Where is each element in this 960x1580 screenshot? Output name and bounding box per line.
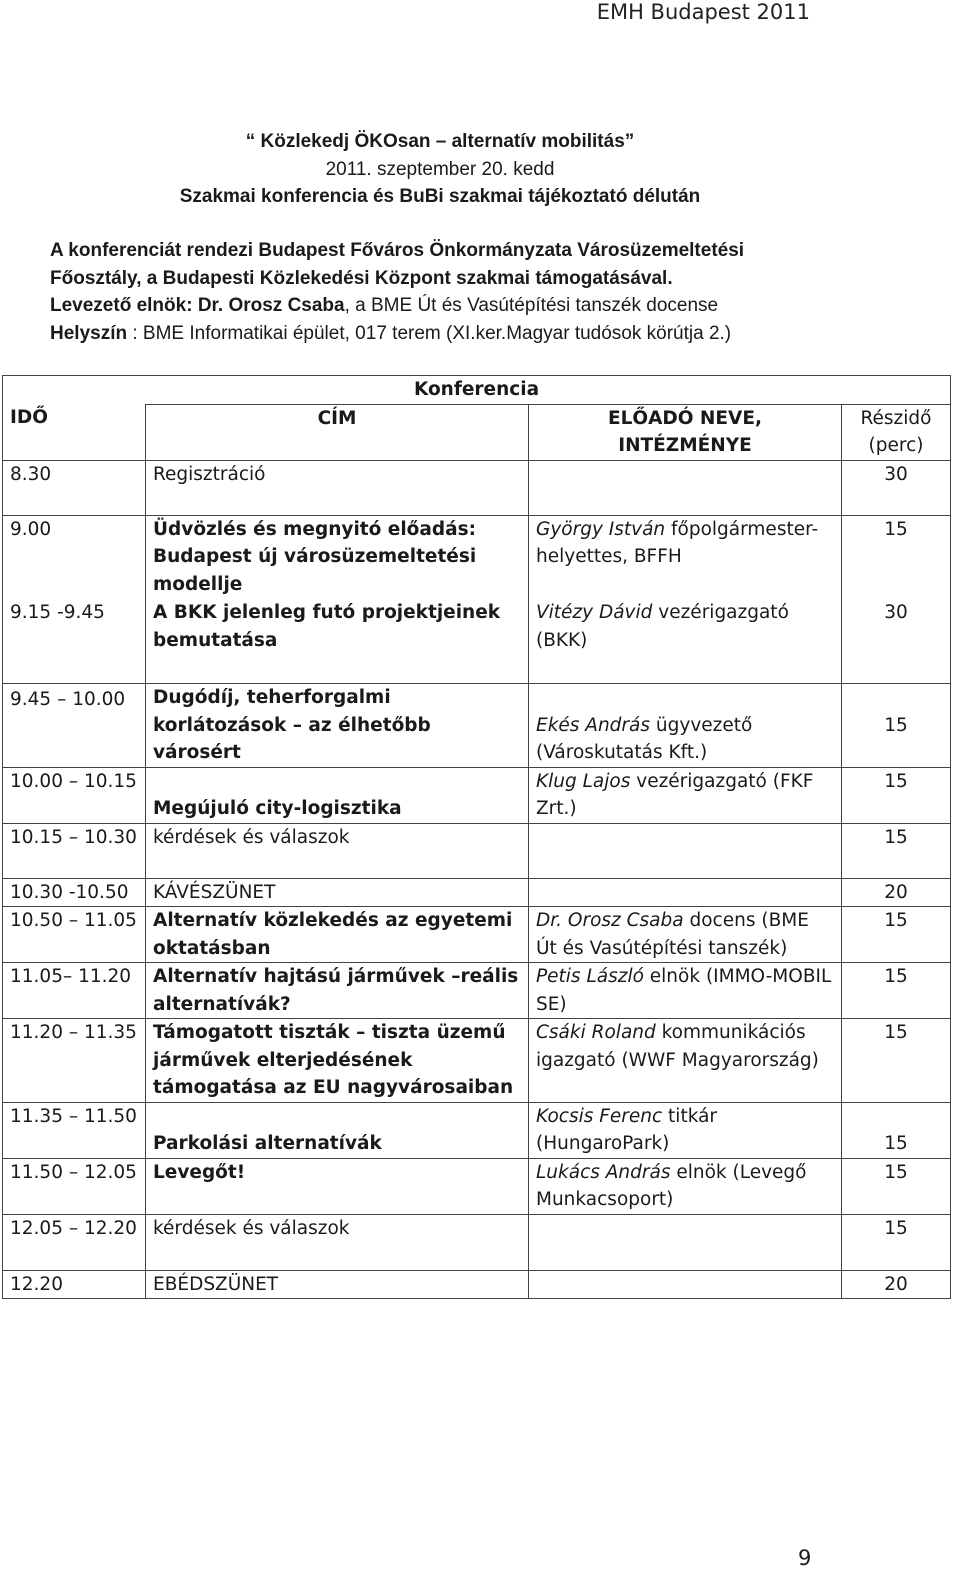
row-speaker: [529, 1214, 842, 1270]
table-row: [3, 1102, 951, 1158]
speaker-role: elnök (Levegő Munkacsoport): [536, 1161, 807, 1210]
row-speaker: [529, 1019, 842, 1103]
row-speaker: [529, 1270, 842, 1299]
row-title: Levegőt!: [146, 1158, 529, 1214]
row-time: 11.35 – 11.50: [3, 1102, 146, 1158]
table-row: [3, 1158, 951, 1214]
speaker-role: kommunikációs igazgató (WWF Magyarország): [536, 1022, 819, 1071]
row-time: 9.45 – 10.00: [3, 683, 146, 767]
table-row: [3, 963, 951, 1019]
speaker-name: Petis László: [536, 966, 644, 987]
speaker-role: ügyvezető (Városkutatás Kft.): [536, 714, 753, 763]
row-duration: 20: [842, 878, 951, 907]
row-title: Alternatív hajtású járművek –reális alternatívák?: [146, 963, 529, 1019]
table-row: [3, 460, 951, 515]
speaker-name: Vitézy Dávid: [536, 602, 653, 623]
speaker-name: Csáki Roland: [536, 1022, 656, 1043]
row-title: kérdések és válaszok: [146, 823, 529, 878]
speaker-name: Ekés András: [536, 714, 651, 736]
row-time: 11.50 – 12.05: [3, 1158, 146, 1214]
row-title: Üdvözlés és megnyitó előadás: Budapest új városüzemeltetési modellje: [146, 515, 529, 599]
header-duration-line-2: (perc): [868, 435, 924, 456]
speaker-name: Lukács András: [536, 1161, 671, 1183]
venue-line: [50, 320, 880, 348]
table-row: [3, 823, 951, 878]
row-title: Alternatív közlekedés az egyetemi oktatásban: [146, 907, 529, 963]
row-speaker: [529, 460, 842, 515]
row-title: EBÉDSZÜNET: [146, 1270, 529, 1299]
event-subtitle: Szakmai konferencia és BuBi szakmai tájékoztató délután: [179, 186, 701, 207]
row-speaker: [529, 599, 842, 683]
section-title: Konferencia: [3, 376, 951, 405]
row-time: 11.05– 11.20: [3, 963, 146, 1019]
row-time: 11.20 – 11.35: [3, 1019, 146, 1103]
speaker-name: Klug Lajos: [536, 770, 631, 792]
row-time: 10.00 – 10.15: [3, 767, 146, 823]
row-duration: 15: [842, 683, 951, 767]
row-time: 8.30: [3, 460, 146, 515]
organizer-line-1: A konferenciát rendezi Budapest Főváros Önkormányzata Városüzemeltetési: [50, 240, 745, 261]
row-time: 9.15 -9.45: [3, 599, 146, 683]
row-title: KÁVÉSZÜNET: [146, 878, 529, 907]
table-row: [3, 1214, 951, 1270]
row-duration: 15: [842, 963, 951, 1019]
chair-description: , a BME Út és Vasútépítési tanszék docense: [344, 295, 719, 316]
row-duration: 20: [842, 1270, 951, 1299]
row-speaker: [529, 1158, 842, 1214]
row-speaker: [529, 515, 842, 599]
row-speaker: [529, 1102, 842, 1158]
row-title: kérdések és válaszok: [146, 1214, 529, 1270]
header-speaker-line-1: ELŐADÓ NEVE,: [607, 407, 763, 429]
row-time: 12.20: [3, 1270, 146, 1299]
row-duration: 15: [842, 767, 951, 823]
row-time: 10.15 – 10.30: [3, 823, 146, 878]
event-title-block: [0, 128, 880, 211]
header-speaker-line-2: INTÉZMÉNYE: [618, 435, 752, 456]
chair-name: Dr. Orosz Csaba: [197, 295, 345, 316]
row-duration: 15: [842, 907, 951, 963]
row-speaker: [529, 963, 842, 1019]
row-duration: 30: [842, 599, 951, 683]
organizer-line-2: Főosztály, a Budapesti Közlekedési Központ szakmai támogatásával.: [50, 267, 673, 289]
speaker-role: docens (BME Út és Vasútépítési tanszék): [536, 910, 809, 959]
speaker-name: Kocsis Ferenc: [536, 1105, 663, 1127]
row-time: 10.30 -10.50: [3, 878, 146, 907]
speaker-role: vezérigazgató (BKK): [536, 602, 789, 651]
row-duration: 30: [842, 460, 951, 515]
row-duration: 15: [842, 823, 951, 878]
table-row: [3, 907, 951, 963]
row-duration: 15: [842, 1102, 951, 1158]
row-speaker: [529, 683, 842, 767]
row-title: Dugódíj, teherforgalmi korlátozások – az élhetőbb városért: [146, 683, 529, 767]
row-speaker: [529, 907, 842, 963]
chair-label: Levezető elnök:: [50, 295, 198, 316]
table-row: [3, 515, 951, 599]
page-header: EMH Budapest 2011: [596, 0, 810, 24]
speaker-role: titkár (HungaroPark): [536, 1105, 718, 1154]
section-row: [3, 376, 951, 405]
row-title: A BKK jelenleg futó projektjeinek bemutatása: [146, 599, 529, 683]
row-title: Támogatott tiszták – tiszta üzemű járművek elterjedésének támogatása az EU nagyvárosaiban: [146, 1019, 529, 1103]
speaker-name: György István: [536, 518, 666, 540]
intro-paragraph: [50, 237, 880, 347]
header-row: [3, 404, 951, 460]
header-time: IDŐ: [3, 404, 146, 460]
speaker-role: vezérigazgató (FKF Zrt.): [536, 770, 814, 819]
row-speaker: [529, 878, 842, 907]
event-title: “ Közlekedj ÖKOsan – alternatív mobilitás”: [245, 131, 635, 152]
header-title: CÍM: [146, 404, 529, 460]
table-row: [3, 878, 951, 907]
chair-line: [50, 292, 880, 320]
row-time: 9.00: [3, 515, 146, 599]
venue-label: Helyszín: [50, 322, 128, 344]
speaker-role: elnök (IMMO-MOBIL SE): [536, 966, 832, 1015]
table-row: [3, 683, 951, 767]
page-number: 9: [798, 1546, 812, 1570]
speaker-role: főpolgármester-helyettes, BFFH: [536, 518, 819, 567]
header-duration-line-1: Részidő: [860, 407, 932, 429]
row-duration: 15: [842, 1019, 951, 1103]
header-duration: [842, 404, 951, 460]
row-speaker: [529, 823, 842, 878]
venue-text: : BME Informatikai épület, 017 terem (XI.ker.Magyar tudósok körútja 2.): [127, 322, 732, 344]
row-duration: 15: [842, 515, 951, 599]
row-time: 10.50 – 11.05: [3, 907, 146, 963]
event-date: 2011. szeptember 20. kedd: [325, 158, 555, 180]
row-speaker: [529, 767, 842, 823]
row-time: 12.05 – 12.20: [3, 1214, 146, 1270]
row-title: Megújuló city-logisztika: [146, 767, 529, 823]
header-speaker: [529, 404, 842, 460]
speaker-name: Dr. Orosz Csaba: [536, 910, 684, 931]
row-title: Parkolási alternatívák: [146, 1102, 529, 1158]
table-row: [3, 1019, 951, 1103]
table-row: [3, 767, 951, 823]
row-duration: 15: [842, 1158, 951, 1214]
row-duration: 15: [842, 1214, 951, 1270]
row-title: Regisztráció: [146, 460, 529, 515]
schedule-table: [2, 375, 951, 1299]
table-row: [3, 1270, 951, 1299]
table-row: [3, 599, 951, 683]
